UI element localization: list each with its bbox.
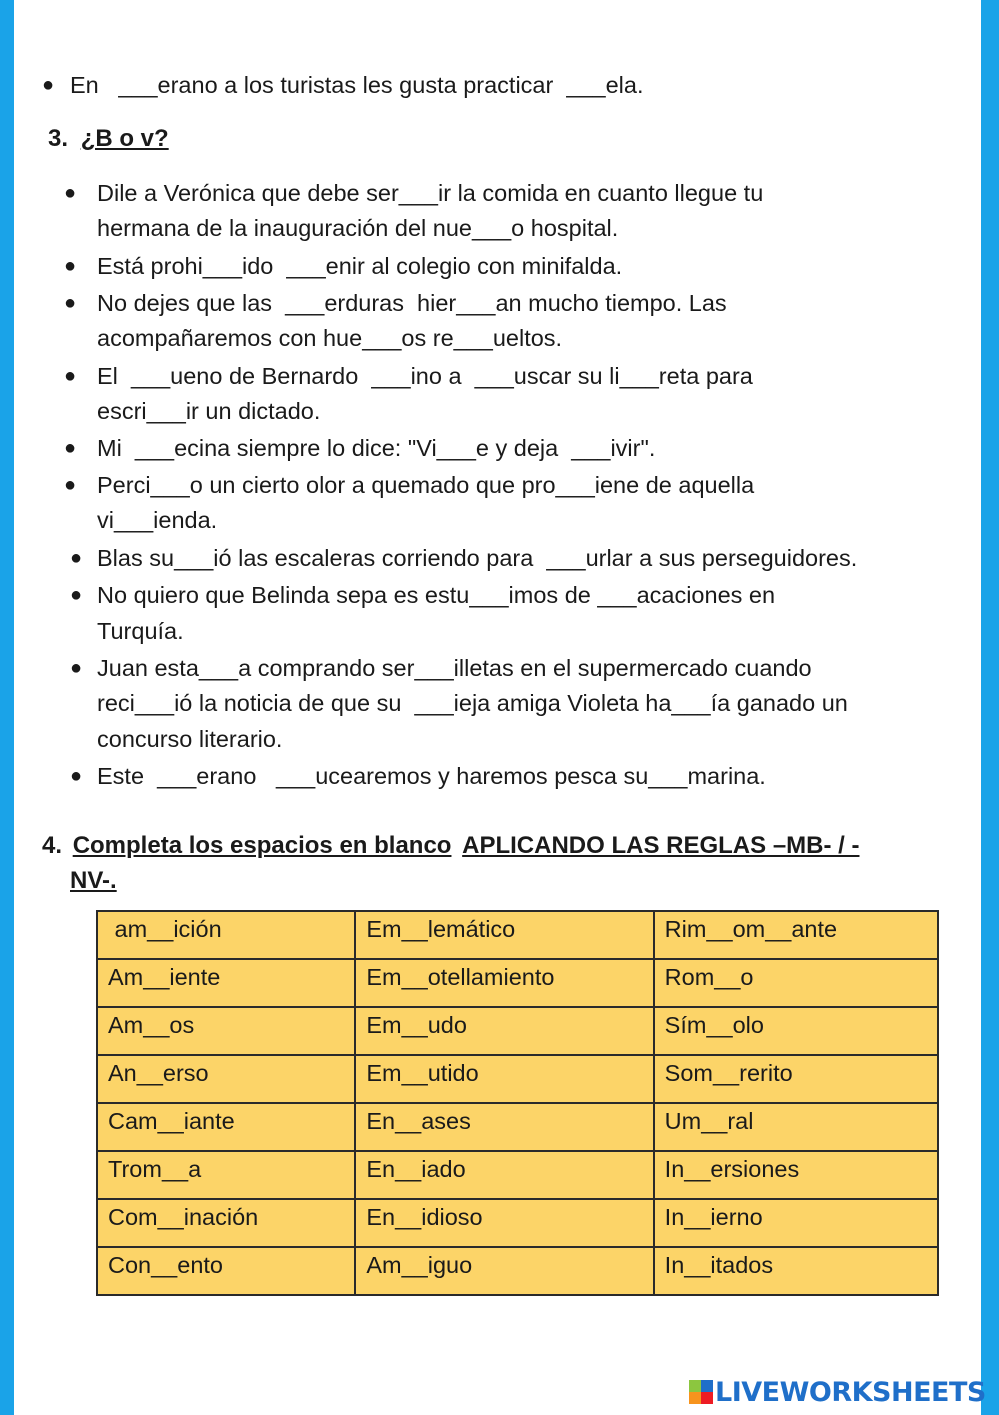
table-cell: Am__os <box>97 1007 355 1055</box>
bullet-icon: ● <box>42 74 55 96</box>
table-row <box>97 1151 938 1199</box>
exercise-table <box>96 910 939 1296</box>
list-item-line: reci___ió la noticia de que su ___ieja amiga Violeta ha___ía ganado un <box>97 690 848 716</box>
list-item-line: vi___ienda. <box>97 507 218 533</box>
section-4-title-part2: APLICANDO LAS REGLAS –MB- / - <box>462 832 860 859</box>
table-row <box>97 911 938 959</box>
bullet-icon: ● <box>64 474 77 496</box>
top-exercise-item: En ___erano a los turistas les gusta practicar ___ela. <box>70 72 644 98</box>
bullet-icon: ● <box>64 255 77 277</box>
section-4-title-line2: NV-. <box>70 867 117 894</box>
section-3-title: ¿B o v? <box>80 125 169 152</box>
table-cell: In__itados <box>654 1247 938 1295</box>
list-item-line: Mi ___ecina siempre lo dice: "Vi___e y deja ___ivir". <box>97 435 656 461</box>
list-item-line: Este ___erano ___ucearemos y haremos pesca su___marina. <box>97 763 766 789</box>
table-row <box>97 1103 938 1151</box>
table-cell: En__idioso <box>355 1199 653 1247</box>
liveworksheets-logo-icon <box>689 1380 713 1404</box>
brand-name: LIVEWORKSHEETS <box>715 1376 986 1408</box>
list-item-line: Está prohi___ido ___enir al colegio con minifalda. <box>97 253 623 279</box>
list-item-line: hermana de la inauguración del nue___o hospital. <box>97 215 619 241</box>
list-item-line: El ___ueno de Bernardo ___ino a ___uscar su li___reta para <box>97 363 753 389</box>
table-row <box>97 1007 938 1055</box>
section-4-title-part1: Completa los espacios en blanco <box>72 832 452 859</box>
section-3-number: 3. <box>48 125 69 152</box>
table-cell: In__ierno <box>654 1199 938 1247</box>
bullet-icon: ● <box>64 182 77 204</box>
list-item-line: escri___ir un dictado. <box>97 398 321 424</box>
section-3-heading <box>48 124 169 154</box>
page-frame-left <box>0 0 14 1415</box>
list-item-line: concurso literario. <box>97 726 283 752</box>
bullet-icon: ● <box>64 365 77 387</box>
bullet-icon: ● <box>70 765 83 787</box>
section-4-heading <box>42 831 859 861</box>
table-row <box>97 959 938 1007</box>
list-item-line: No quiero que Belinda sepa es estu___imos de ___acaciones en <box>97 582 776 608</box>
table-row <box>97 1247 938 1295</box>
table-row <box>97 1199 938 1247</box>
table-cell: An__erso <box>97 1055 355 1103</box>
table-cell: Som__rerito <box>654 1055 938 1103</box>
list-item-line: Dile a Verónica que debe ser___ir la comida en cuanto llegue tu <box>97 180 764 206</box>
table-cell: Com__inación <box>97 1199 355 1247</box>
table-cell: am__ición <box>97 911 355 959</box>
table-cell: Em__lemático <box>355 911 653 959</box>
table-cell: Em__otellamiento <box>355 959 653 1007</box>
table-cell: Am__iguo <box>355 1247 653 1295</box>
page-frame-right <box>981 0 999 1415</box>
table-cell: Rim__om__ante <box>654 911 938 959</box>
table-cell: Con__ento <box>97 1247 355 1295</box>
table-cell: En__ases <box>355 1103 653 1151</box>
list-item-line: acompañaremos con hue___os re___ueltos. <box>97 325 563 351</box>
bullet-icon: ● <box>70 547 83 569</box>
bullet-icon: ● <box>70 584 83 606</box>
table-cell: Trom__a <box>97 1151 355 1199</box>
bullet-icon: ● <box>70 657 83 679</box>
list-item-line: Blas su___ió las escaleras corriendo para ___urlar a sus perseguidores. <box>97 545 858 571</box>
table-cell: Em__utido <box>355 1055 653 1103</box>
list-item-line: Juan esta___a comprando ser___illetas en el supermercado cuando <box>97 655 812 681</box>
list-item-line: No dejes que las ___erduras hier___an mucho tiempo. Las <box>97 290 727 316</box>
bullet-icon: ● <box>64 437 77 459</box>
table-cell: Rom__o <box>654 959 938 1007</box>
table-row <box>97 1055 938 1103</box>
table-cell: Um__ral <box>654 1103 938 1151</box>
table-cell: En__iado <box>355 1151 653 1199</box>
table-cell: In__ersiones <box>654 1151 938 1199</box>
table-cell: Sím__olo <box>654 1007 938 1055</box>
table-cell: Em__udo <box>355 1007 653 1055</box>
table-cell: Cam__iante <box>97 1103 355 1151</box>
liveworksheets-brand[interactable] <box>689 1376 986 1408</box>
list-item-line: Turquía. <box>97 618 184 644</box>
section-4-number: 4. <box>42 832 63 859</box>
section-4-heading-line2 <box>70 866 117 896</box>
table-cell: Am__iente <box>97 959 355 1007</box>
list-item-line: Perci___o un cierto olor a quemado que pro___iene de aquella <box>97 472 755 498</box>
bullet-icon: ● <box>64 292 77 314</box>
